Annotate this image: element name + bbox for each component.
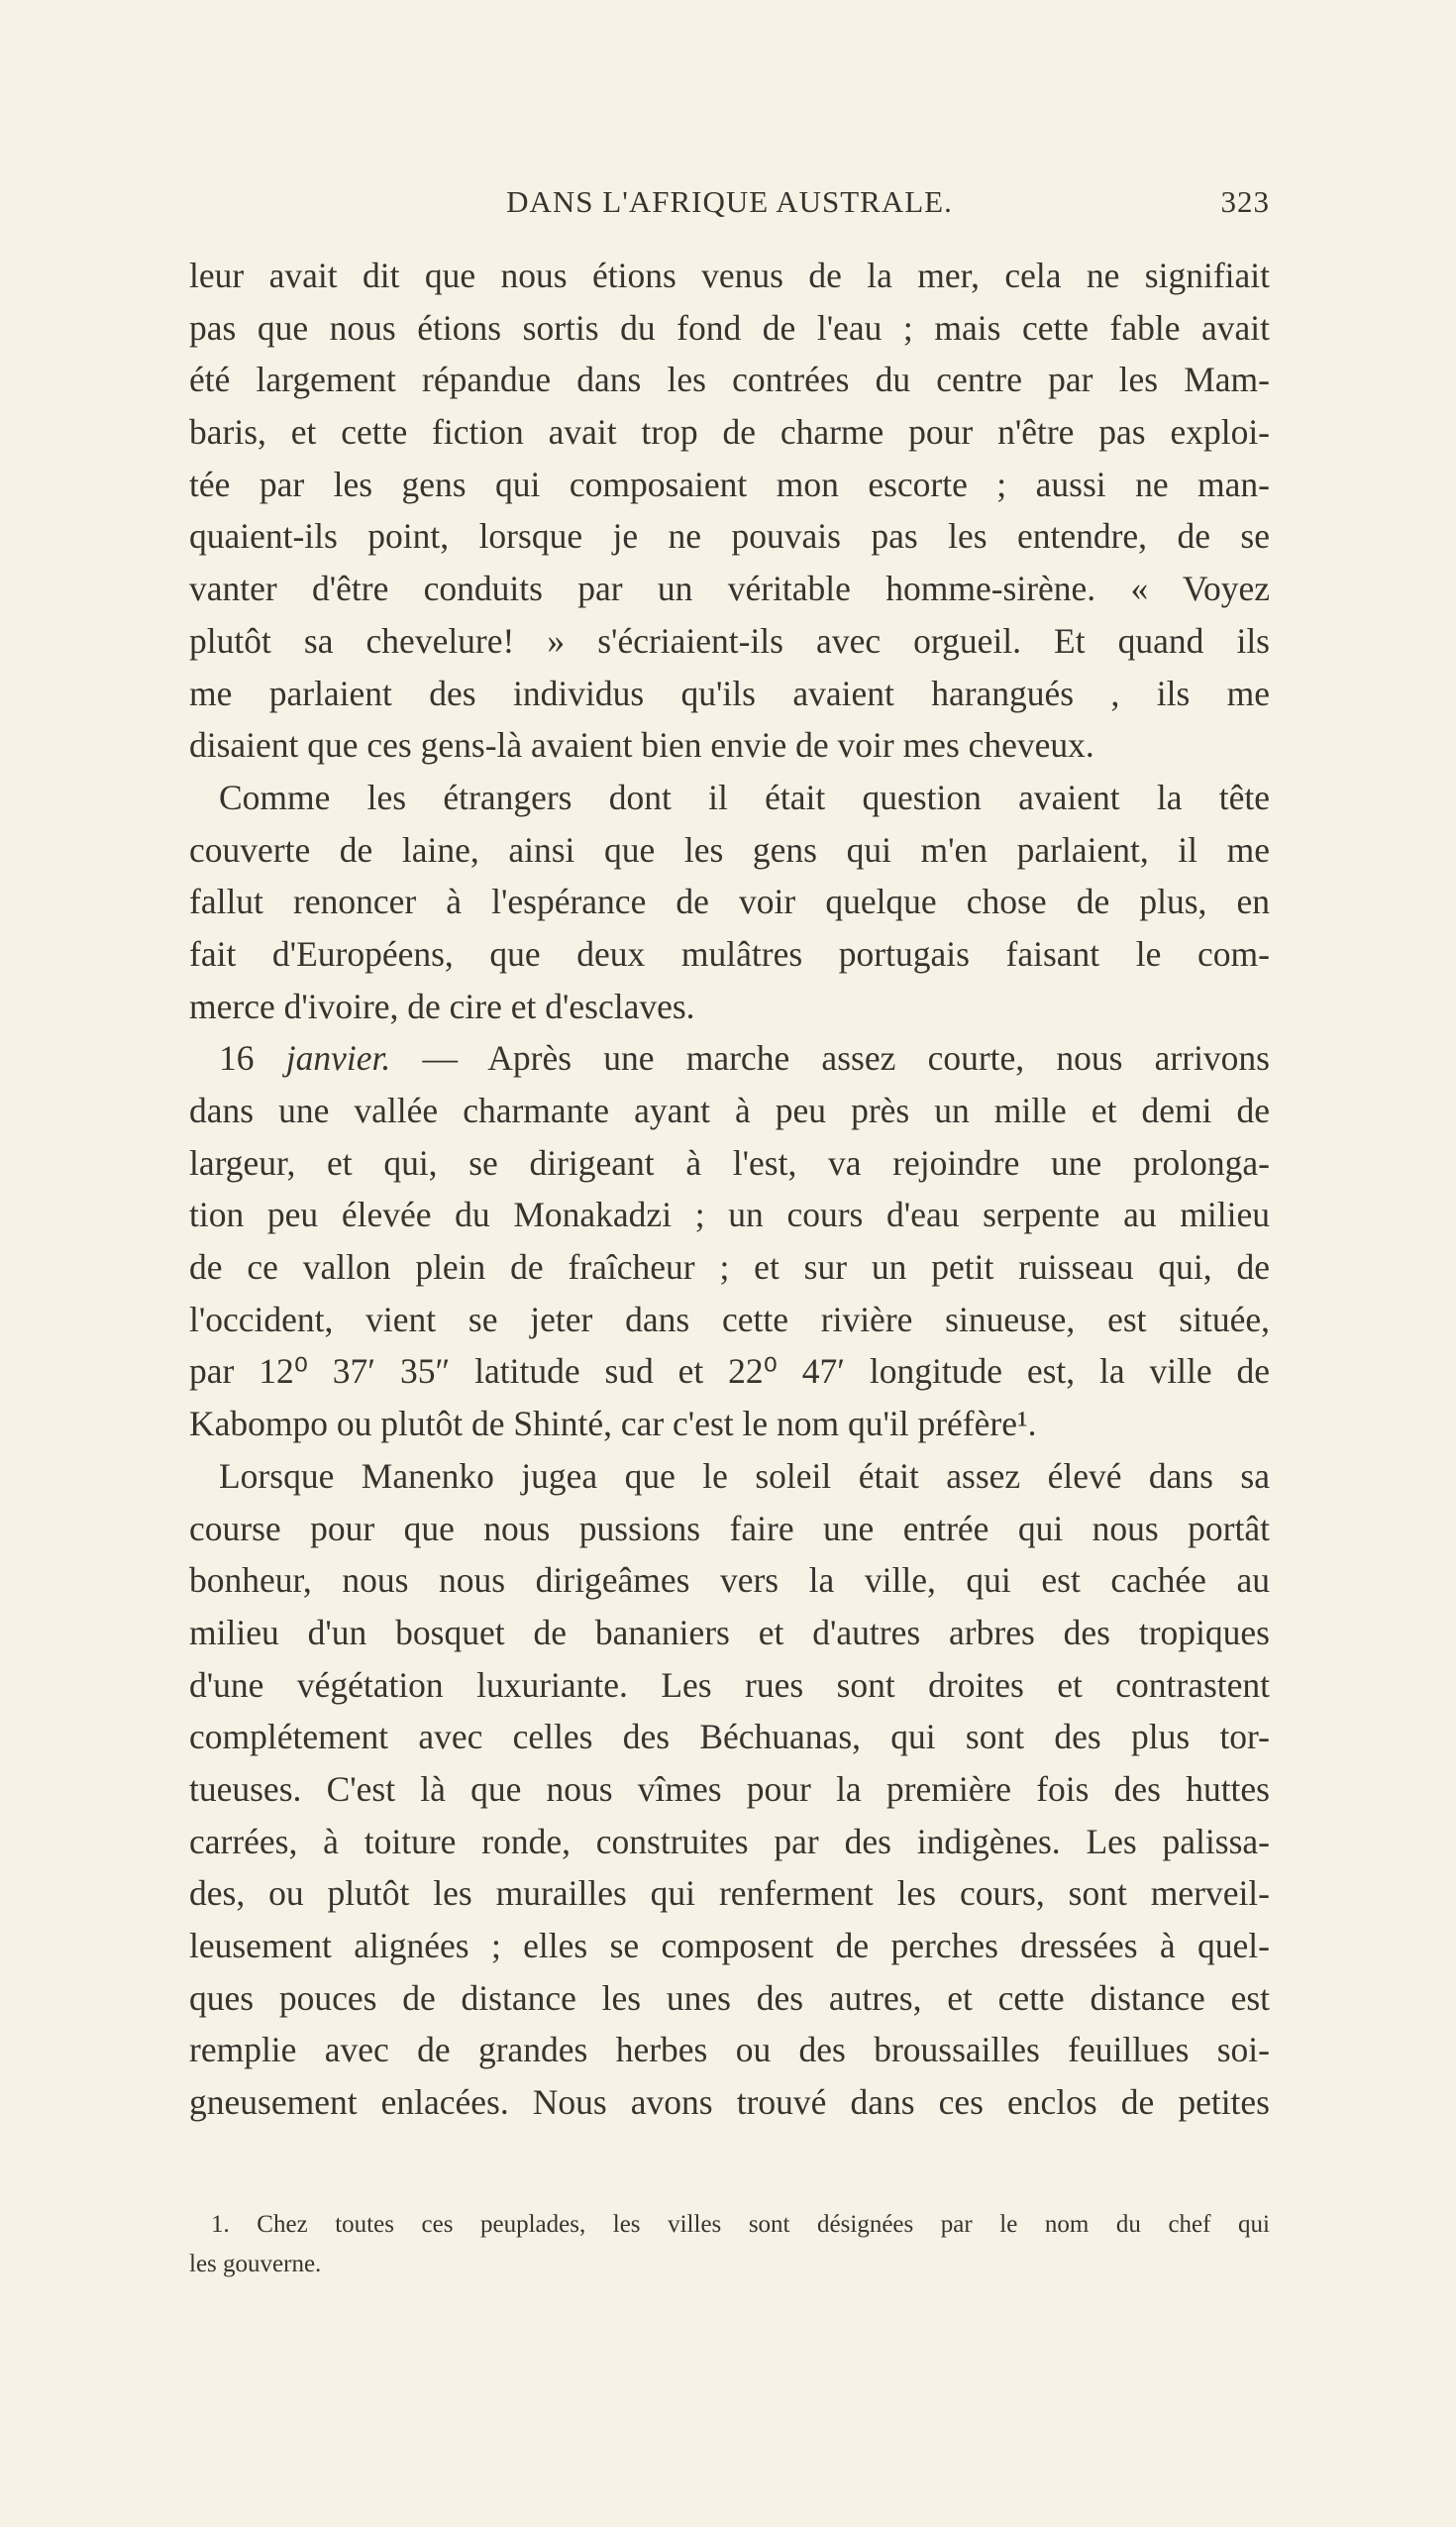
text-line: de ce vallon plein de fraîcheur ; et sur un petit ruisseau qui, de bbox=[189, 1247, 1270, 1288]
text-line: plutôt sa chevelure! » s'écriaient-ils avec orgueil. Et quand ils bbox=[189, 620, 1270, 661]
text-line: des, ou plutôt les murailles qui renferment les cours, sont merveil- bbox=[189, 1873, 1270, 1914]
text-line: Comme les étrangers dont il était question avaient la tête bbox=[219, 777, 1270, 817]
text-line: course pour que nous pussions faire une entrée qui nous portât bbox=[189, 1508, 1270, 1548]
text-line: quaient-ils point, lorsque je ne pouvais pas les entendre, de se bbox=[189, 516, 1270, 557]
running-title: DANS L'AFRIQUE AUSTRALE. bbox=[506, 184, 953, 219]
text-line: l'occident, vient se jeter dans cette rivière sinueuse, est située, bbox=[189, 1299, 1270, 1339]
text-line: baris, et cette fiction avait trop de charme pour n'être pas exploi- bbox=[189, 412, 1270, 453]
text-line: Kabompo ou plutôt de Shinté, car c'est le nom qu'il préfère¹. bbox=[189, 1404, 1037, 1444]
text-line: dans une vallée charmante ayant à peu près un mille et demi de bbox=[189, 1091, 1270, 1130]
text-line: leusement alignées ; elles se composent de perches dressées à quel- bbox=[189, 1926, 1270, 1965]
text-line: milieu d'un bosquet de bananiers et d'autres arbres des tropiques bbox=[189, 1612, 1270, 1652]
text-line: largeur, et qui, se dirigeant à l'est, va rejoindre une prolonga- bbox=[189, 1142, 1270, 1183]
text-line: ques pouces de distance les unes des autres, et cette distance est bbox=[189, 1977, 1270, 2018]
text-line: fait d'Européens, que deux mulâtres portugais faisant le com- bbox=[189, 933, 1270, 974]
footnote-line: les gouverne. bbox=[189, 2251, 322, 2277]
text-line: remplie avec de grandes herbes ou des broussailles feuillues soi- bbox=[189, 2030, 1270, 2070]
text-line: fallut renoncer à l'espérance de voir quelque chose de plus, en bbox=[189, 882, 1270, 922]
text-line: carrées, à toiture ronde, construites par des indigènes. Les palissa- bbox=[189, 1821, 1270, 1861]
text-line: merce d'ivoire, de cire et d'esclaves. bbox=[189, 986, 695, 1026]
date-month: janvier. bbox=[285, 1038, 391, 1079]
text-line: me parlaient des individus qu'ils avaient harangués , ils me bbox=[189, 673, 1270, 713]
text-line: d'une végétation luxuriante. Les rues sont droites et contrastent bbox=[189, 1664, 1270, 1705]
text-line: Lorsque Manenko jugea que le soleil était assez élevé dans sa bbox=[219, 1455, 1270, 1496]
text-line: vanter d'être conduits par un véritable homme-sirène. « Voyez bbox=[189, 569, 1270, 609]
footnote-line: 1. Chez toutes ces peuplades, les villes sont désignées par le nom du chef qui bbox=[211, 2211, 1270, 2238]
text-line: leur avait dit que nous étions venus de la mer, cela ne signifiait bbox=[189, 256, 1270, 295]
footnote bbox=[189, 2205, 1270, 2284]
running-header bbox=[189, 184, 1270, 228]
text-line: par 12⁰ 37′ 35″ latitude sud et 22⁰ 47′ longitude est, la ville de bbox=[189, 1351, 1270, 1392]
page-number: 323 bbox=[1220, 184, 1270, 219]
text-line: tion peu élevée du Monakadzi ; un cours d'eau serpente au milieu bbox=[189, 1195, 1270, 1235]
text-line: bonheur, nous nous dirigeâmes vers la ville, qui est cachée au bbox=[189, 1560, 1270, 1601]
text-line: tueuses. C'est là que nous vîmes pour la première fois des huttes bbox=[189, 1768, 1270, 1809]
text-line: complétement avec celles des Béchuanas, qui sont des plus tor- bbox=[189, 1717, 1270, 1757]
text-line: couverte de laine, ainsi que les gens qui m'en parlaient, il me bbox=[189, 829, 1270, 870]
date-rest: — Après une marche assez courte, nous arrivons bbox=[422, 1038, 1270, 1079]
text-line: été largement répandue dans les contrées du centre par les Mam- bbox=[189, 360, 1270, 400]
text-line bbox=[189, 1032, 1270, 1085]
text-line: pas que nous étions sortis du fond de l'eau ; mais cette fable avait bbox=[189, 307, 1270, 348]
body-text bbox=[189, 250, 1270, 2129]
date-day: 16 bbox=[219, 1038, 255, 1079]
text-line: tée par les gens qui composaient mon escorte ; aussi ne man- bbox=[189, 464, 1270, 504]
text-line: gneusement enlacées. Nous avons trouvé dans ces enclos de petites bbox=[189, 2082, 1270, 2123]
text-line: disaient que ces gens-là avaient bien envie de voir mes cheveux. bbox=[189, 725, 1094, 766]
